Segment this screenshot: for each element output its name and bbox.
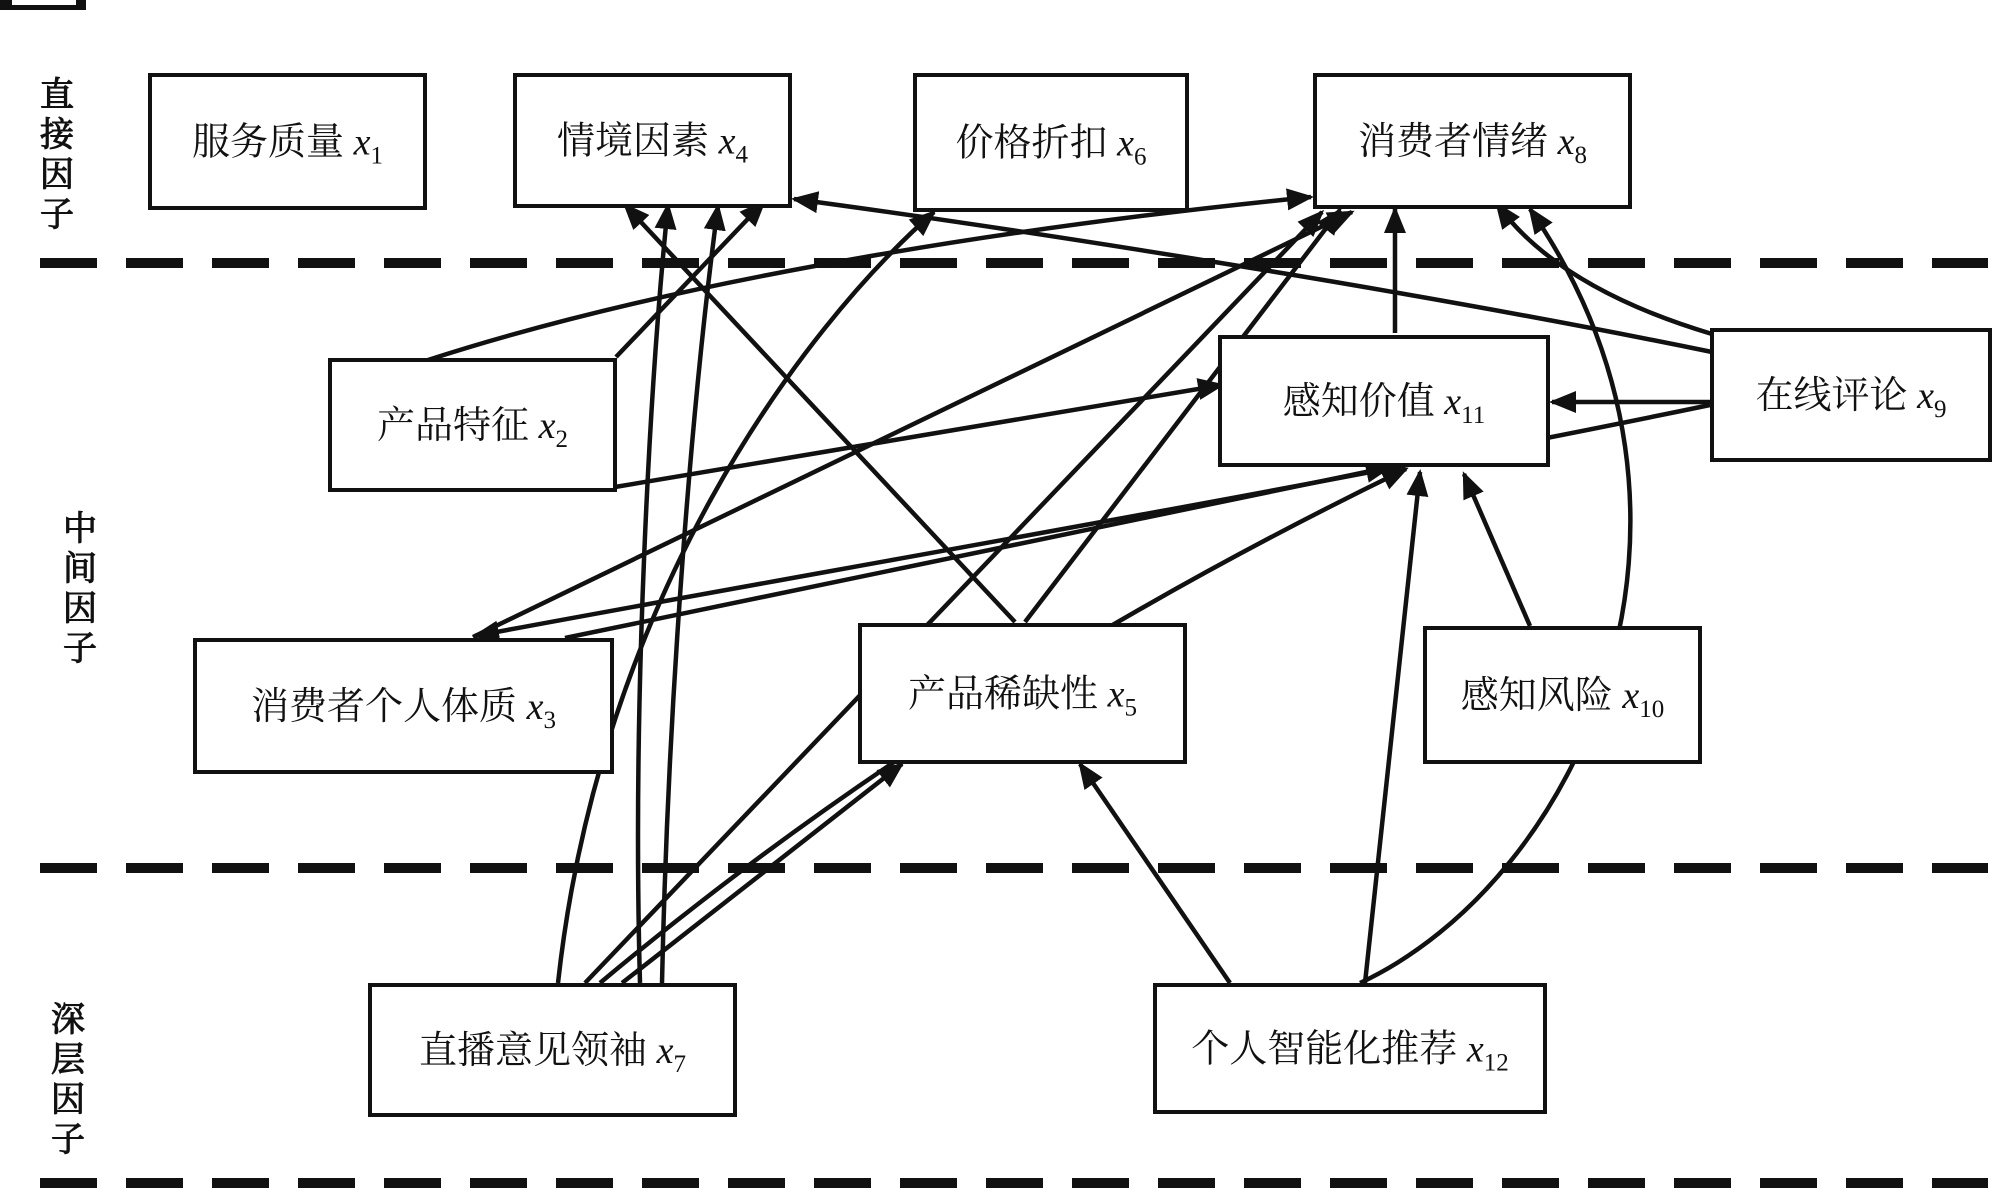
node-x8-label: 消费者情绪 $x_8$ xyxy=(1358,121,1587,169)
node-x3 xyxy=(195,640,612,772)
node-x5 xyxy=(860,625,1185,762)
edge-x2-x11 xyxy=(615,385,1222,487)
tier-label-direct: 直接因子 xyxy=(40,77,74,234)
node-x4-label: 情境因素 $x_4$ xyxy=(557,120,748,169)
node-x5-label: 产品稀缺性 $x_5$ xyxy=(908,673,1137,722)
node-x7-label: 直播意见领袖 $x_7$ xyxy=(419,1030,686,1078)
node-x9 xyxy=(1712,330,1990,460)
node-x8 xyxy=(1315,75,1630,207)
edge-x10-x11 xyxy=(1464,474,1530,626)
node-x3-label: 消费者个人体质 $x_3$ xyxy=(251,686,556,734)
tier-label-middle: 中间因子 xyxy=(63,511,97,668)
node-x6 xyxy=(915,75,1187,210)
node-x7 xyxy=(370,985,735,1115)
tier-label-deep: 深层因子 xyxy=(51,1002,85,1159)
node-x1-label: 服务质量 $x_1$ xyxy=(192,121,383,170)
node-x11 xyxy=(1220,337,1548,465)
node-x6-label: 价格折扣 $x_6$ xyxy=(955,122,1147,171)
node-x2-label: 产品特征 $x_2$ xyxy=(377,405,568,453)
edge-x12-x11 xyxy=(1365,472,1420,983)
node-x12 xyxy=(1155,985,1545,1112)
edge-x12-x5 xyxy=(1080,764,1230,983)
node-x4 xyxy=(515,75,790,206)
node-x1 xyxy=(150,75,425,208)
node-x12-label: 个人智能化推荐 $x_{12}$ xyxy=(1191,1028,1509,1077)
node-x2 xyxy=(330,360,615,490)
node-x9-label: 在线评论 $x_9$ xyxy=(1755,375,1947,423)
corner-artifact-notch xyxy=(12,0,76,5)
node-x10 xyxy=(1425,628,1700,762)
node-x10-label: 感知风险 $x_{10}$ xyxy=(1460,675,1665,723)
node-x11-label: 感知价值 $x_{11}$ xyxy=(1282,381,1486,429)
